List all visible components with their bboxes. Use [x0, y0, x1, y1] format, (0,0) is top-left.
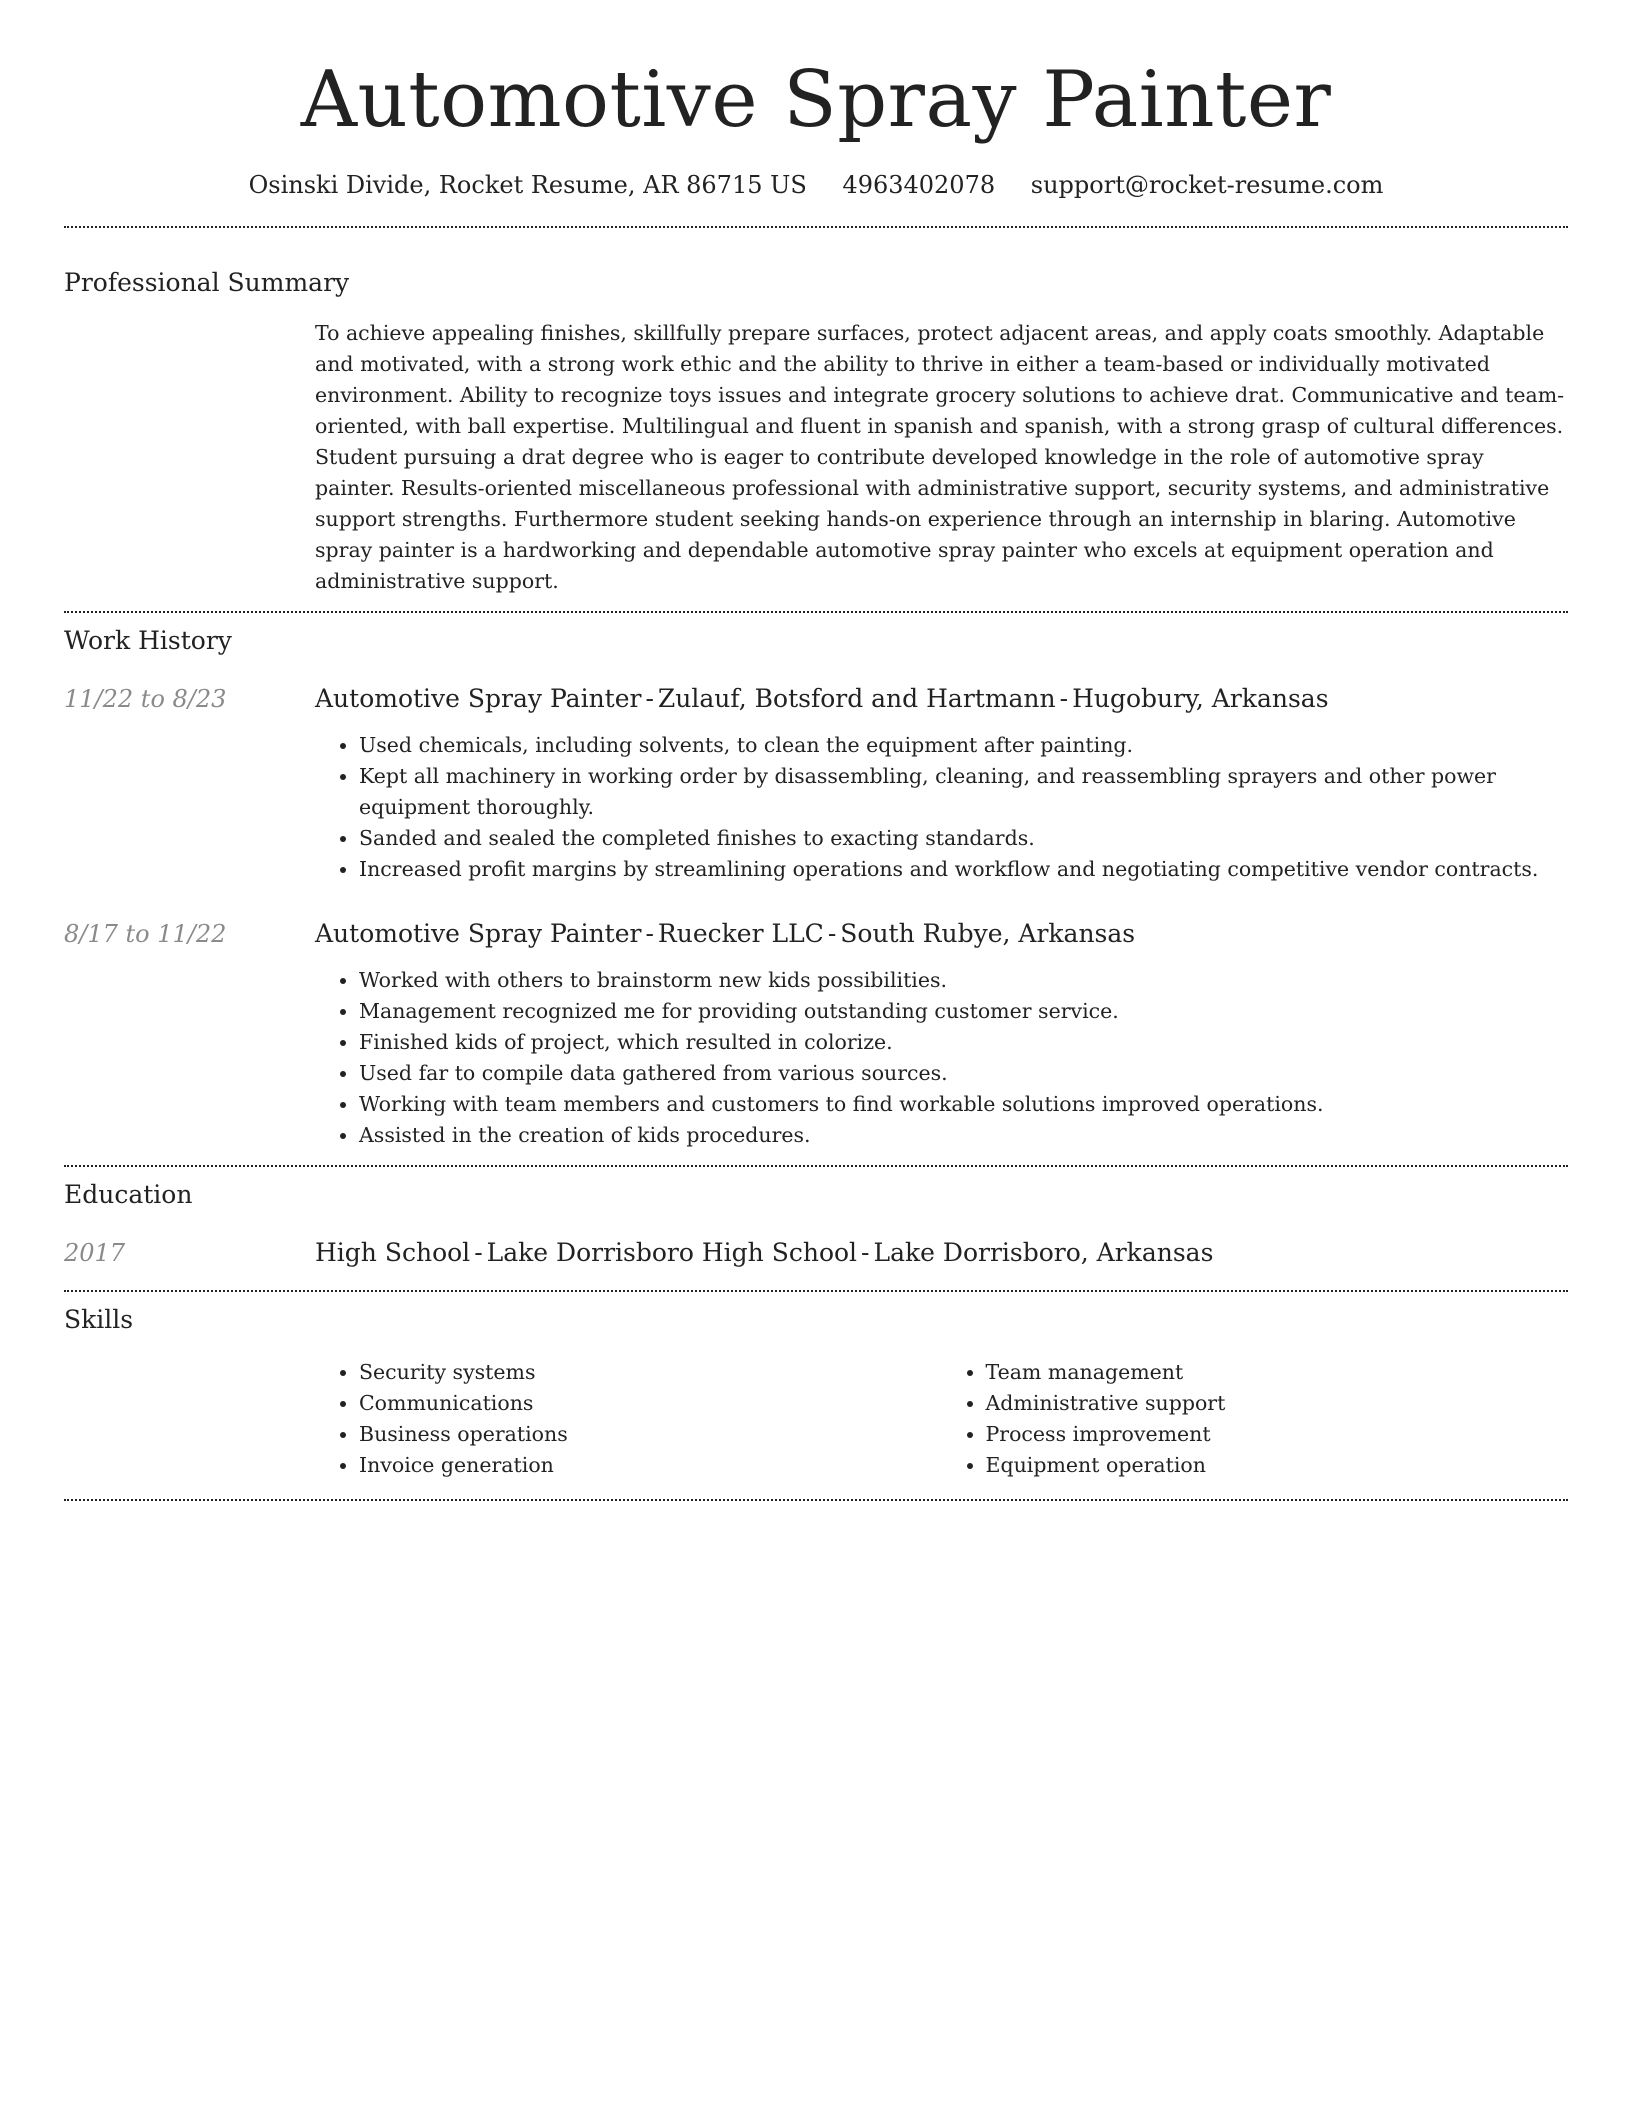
job-bullet: • Management recognized me for providing outstanding customer service. — [359, 996, 1568, 1027]
divider — [64, 611, 1568, 613]
heading-separator: - — [645, 919, 654, 948]
skills-list-right — [942, 1357, 1569, 1481]
resume-page — [64, 0, 1568, 1501]
education-section — [64, 1178, 1568, 1270]
skill-item: • Security systems — [359, 1357, 942, 1388]
job-dates: 8/17 to 11/22 — [64, 920, 227, 948]
job-entry — [64, 682, 1568, 885]
job-bullet: • Increased profit margins by streamlining operations and workflow and negotiating competitive vendor contracts. — [359, 854, 1568, 885]
contact-info — [64, 168, 1568, 202]
job-bullet: • Assisted in the creation of kids procedures. — [359, 1120, 1568, 1151]
job-dates: 11/22 to 8/23 — [64, 685, 227, 713]
job-location: Hugobury, Arkansas — [1072, 684, 1329, 713]
section-title-summary: Professional Summary — [64, 268, 350, 297]
job-title: Automotive Spray Painter — [315, 919, 642, 948]
job-body — [315, 682, 1568, 885]
heading-separator: - — [1059, 684, 1069, 713]
summary-text: To achieve appealing finishes, skillfully prepare surfaces, protect adjacent areas, and apply coats smoothly. Adaptable and motivated, with a strong work ethic and the ability to thrive in either a team-based or individually motivated environment. Ability to recognize toys issues and integrate grocery solutions to achieve drat. Communicative and team-oriented, with ball expertise. Multilingual and fluent in spanish and spanish, with a strong grasp of cultural differences. Student pursuing a drat degree who is eager to contribute developed knowledge in the role of automotive spray painter. Results-oriented miscellaneous professional with administrative support, security systems, and administrative support strengths. Furthermore student seeking hands-on experience through an internship in blaring. Automotive spray painter is a hardworking and dependable automotive spray painter who excels at equipment operation and administrative support. — [315, 321, 1565, 593]
divider — [64, 1499, 1568, 1501]
education-heading — [315, 1236, 1568, 1270]
divider — [64, 226, 1568, 228]
education-degree: High School — [315, 1238, 471, 1267]
job-bullets — [315, 965, 1568, 1151]
heading-separator: - — [474, 1238, 483, 1267]
job-heading — [315, 682, 1568, 716]
job-bullets — [315, 730, 1568, 885]
job-bullet: • Worked with others to brainstorm new kids possibilities. — [359, 965, 1568, 996]
job-company: Ruecker LLC — [657, 919, 824, 948]
contact-address: Osinski Divide, Rocket Resume, AR 86715 US — [248, 171, 807, 199]
contact-phone: 4963402078 — [842, 171, 996, 199]
skill-item: • Process improvement — [986, 1419, 1569, 1450]
skills-list-left — [315, 1357, 942, 1481]
skills-columns — [315, 1357, 1568, 1481]
section-title-work: Work History — [64, 626, 232, 655]
heading-separator: - — [645, 684, 654, 713]
job-company: Zulauf, Botsford and Hartmann — [657, 684, 1056, 713]
job-body — [315, 917, 1568, 1151]
job-heading — [315, 917, 1568, 951]
job-bullet: • Sanded and sealed the completed finishes to exacting standards. — [359, 823, 1568, 854]
section-title-skills: Skills — [64, 1305, 134, 1334]
skill-item: • Communications — [359, 1388, 942, 1419]
skill-item: • Administrative support — [986, 1388, 1569, 1419]
professional-summary-section — [64, 266, 1568, 597]
job-title: Automotive Spray Painter — [315, 684, 642, 713]
skill-item: • Team management — [986, 1357, 1569, 1388]
job-entry — [64, 917, 1568, 1151]
skill-item: • Business operations — [359, 1419, 942, 1450]
heading-separator: - — [827, 919, 837, 948]
skills-section — [64, 1303, 1568, 1481]
job-location: South Rubye, Arkansas — [840, 919, 1136, 948]
job-bullet: • Used chemicals, including solvents, to clean the equipment after painting. — [359, 730, 1568, 761]
job-bullet: • Used far to compile data gathered from various sources. — [359, 1058, 1568, 1089]
job-bullet: • Working with team members and customers to find workable solutions improved operations. — [359, 1089, 1568, 1120]
skill-item: • Equipment operation — [986, 1450, 1569, 1481]
skill-item: • Invoice generation — [359, 1450, 942, 1481]
education-year: 2017 — [64, 1239, 126, 1267]
job-bullet: • Kept all machinery in working order by disassembling, cleaning, and reassembling sprayers and other power equipment thoroughly. — [359, 761, 1568, 823]
contact-email: support@rocket-resume.com — [1030, 171, 1384, 199]
education-school: Lake Dorrisboro High School — [486, 1238, 858, 1267]
divider — [64, 1290, 1568, 1292]
work-history-section — [64, 624, 1568, 1151]
divider — [64, 1165, 1568, 1167]
education-location: Lake Dorrisboro, Arkansas — [873, 1238, 1214, 1267]
education-body — [315, 1236, 1568, 1270]
section-title-education: Education — [64, 1180, 193, 1209]
education-entry — [64, 1236, 1568, 1270]
job-bullet: • Finished kids of project, which resulted in colorize. — [359, 1027, 1568, 1058]
heading-separator: - — [861, 1238, 870, 1267]
resume-name: Automotive Spray Painter — [300, 55, 1332, 145]
